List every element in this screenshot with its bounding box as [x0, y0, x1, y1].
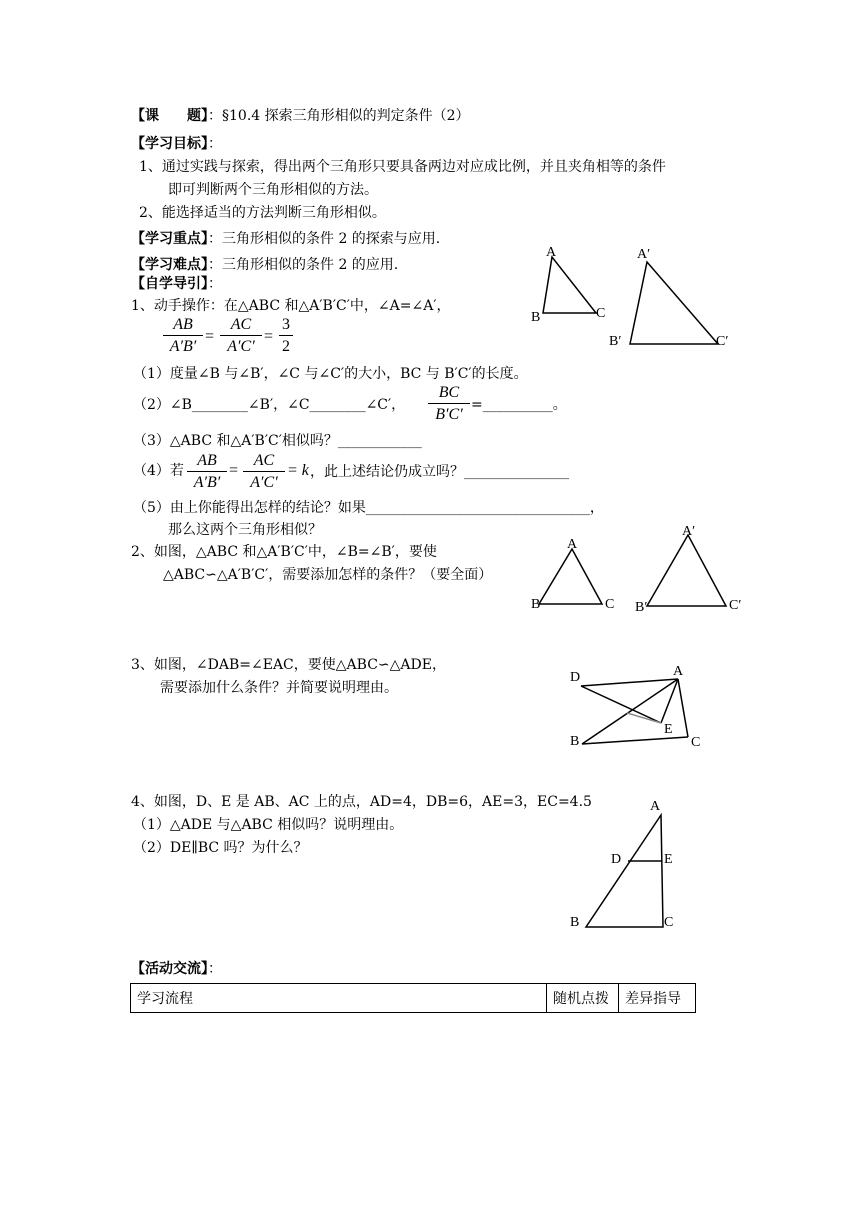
q1-sub-2-b: =__________。: [471, 397, 567, 413]
q1-fraction-bc: $\frac{BC}{B'C'}$: [428, 385, 470, 423]
q4-label-d: D: [611, 852, 622, 867]
topic-label: 【课 题】: [131, 108, 208, 124]
goals-title: 【学习目标】: [131, 136, 208, 152]
q2-small-label-c: C: [605, 597, 615, 612]
activity-table: [130, 983, 696, 1013]
q1-equals-1: =: [205, 328, 215, 345]
q3-label-e: E: [664, 722, 673, 737]
q4-label-c: C: [664, 915, 674, 930]
q1-equals-2: =: [264, 328, 274, 345]
q4-label-e: E: [664, 852, 673, 867]
q1-sub-1: （1）度量∠B 与∠B′，∠C 与∠C′的大小，BC 与 B′C′的长度。: [133, 366, 528, 382]
q4-sub-2: （2）DE∥BC 吗？为什么？: [133, 840, 308, 856]
q1-sub-4-k: = k: [287, 462, 309, 479]
guide-heading: 【自学导引】：: [131, 276, 222, 292]
goal-item-2: 2、能选择适当的方法判断三角形相似。: [139, 205, 386, 221]
q3-label-d: D: [570, 670, 581, 685]
q3-line-1: 3、如图，∠DAB=∠EAC，要使△ABC∽△ADE，: [131, 657, 446, 673]
goal-item-1-line-1: 1、通过实践与探索，得出两个三角形只要具备两边对应成比例，并且夹角相等的条件: [139, 159, 666, 175]
activity-heading: 【活动交流】：: [131, 961, 222, 977]
q2-small-label-b: B: [531, 597, 541, 612]
q4-line-1: 4、如图，D、E 是 AB、AC 上的点，AD=4，DB=6，AE=3，EC=4.5: [131, 794, 592, 810]
q2-line-2: △ABC∽△A′B′C′，需要添加怎样的条件？（要全面）: [163, 567, 493, 583]
q1-sub-5-line-2: 那么这两个三角形相似？: [168, 522, 322, 538]
difficulty-text: ：三角形相似的条件 2 的应用.: [208, 257, 399, 273]
table-header-process: 学习流程: [131, 984, 547, 1013]
q1-sub-4-fraction-ab: $\frac{AB}{A'B'}$: [187, 453, 227, 491]
q4-triangle-abc: [586, 815, 663, 927]
goals-heading: 【学习目标】：: [131, 136, 222, 152]
q1-large-label-c: C′: [716, 334, 729, 349]
q1-fraction-value: $\frac{3}{2}$: [279, 317, 293, 355]
q1-fraction-ac: $\frac{AC}{A'C'}$: [220, 317, 262, 355]
table-header-differentiated: 差异指导: [619, 984, 696, 1013]
q1-large-label-b: B′: [609, 334, 622, 349]
q2-large-label-c: C′: [729, 598, 742, 613]
key-point-label: 【学习重点】: [131, 231, 208, 247]
q1-sub-4-a: （4）若: [133, 463, 184, 479]
table-row: [131, 984, 696, 1013]
q4-sub-1: （1）△ADE 与△ABC 相似吗？说明理由。: [133, 817, 404, 833]
q1-sub-4-b: ，此上述结论仍成立吗？_______________: [310, 464, 569, 480]
q2-large-label-a: A′: [682, 524, 696, 539]
topic-text: ：§10.4 探索三角形相似的判定条件（2）: [208, 108, 470, 124]
q3-line-2: 需要添加什么条件？并简要说明理由。: [160, 680, 398, 696]
q2-small-label-a: A: [567, 537, 578, 552]
key-point-text: ：三角形相似的条件 2 的探索与应用.: [208, 231, 441, 247]
q3-label-b: B: [570, 734, 580, 749]
q1-sub-3: （3）△ABC 和△A′B′C′相似吗？____________: [133, 433, 422, 449]
q1-intro: 1、动手操作：在△ABC 和△A′B′C′中，∠A=∠A′，: [131, 298, 451, 314]
activity-label: 【活动交流】: [131, 961, 208, 977]
q1-sub-4-fraction-ac: $\frac{AC}{A'C'}$: [243, 453, 285, 491]
q1-fraction-ab: $\frac{AB}{A'B'}$: [163, 317, 203, 355]
guide-label: 【自学导引】: [131, 276, 208, 292]
difficulty-label: 【学习难点】: [131, 257, 208, 273]
q4-label-a: A: [650, 799, 661, 814]
q1-large-label-a: A′: [637, 247, 651, 262]
q4-label-b: B: [570, 915, 580, 930]
q2-line-1: 2、如图，△ABC 和△A′B′C′中，∠B=∠B′，要使: [131, 544, 437, 560]
q1-small-label-b: B: [531, 310, 541, 325]
table-header-guidance: 随机点拨: [547, 984, 619, 1013]
q3-label-c: C: [691, 735, 701, 750]
q1-small-label-a: A: [546, 245, 557, 260]
q1-sub-2-a: （2）∠B________∠B′，∠C________∠C′，: [133, 397, 406, 413]
goal-item-1-line-2: 即可判断两个三角形相似的方法。: [168, 182, 378, 198]
q2-large-label-b: B′: [635, 600, 648, 615]
q1-sub-5-line-1: （5）由上你能得出怎样的结论？如果________________________________，: [133, 500, 604, 516]
q1-sub-4-equals: =: [229, 462, 239, 479]
q3-label-a: A: [673, 664, 684, 679]
q1-small-label-c: C: [596, 306, 606, 321]
